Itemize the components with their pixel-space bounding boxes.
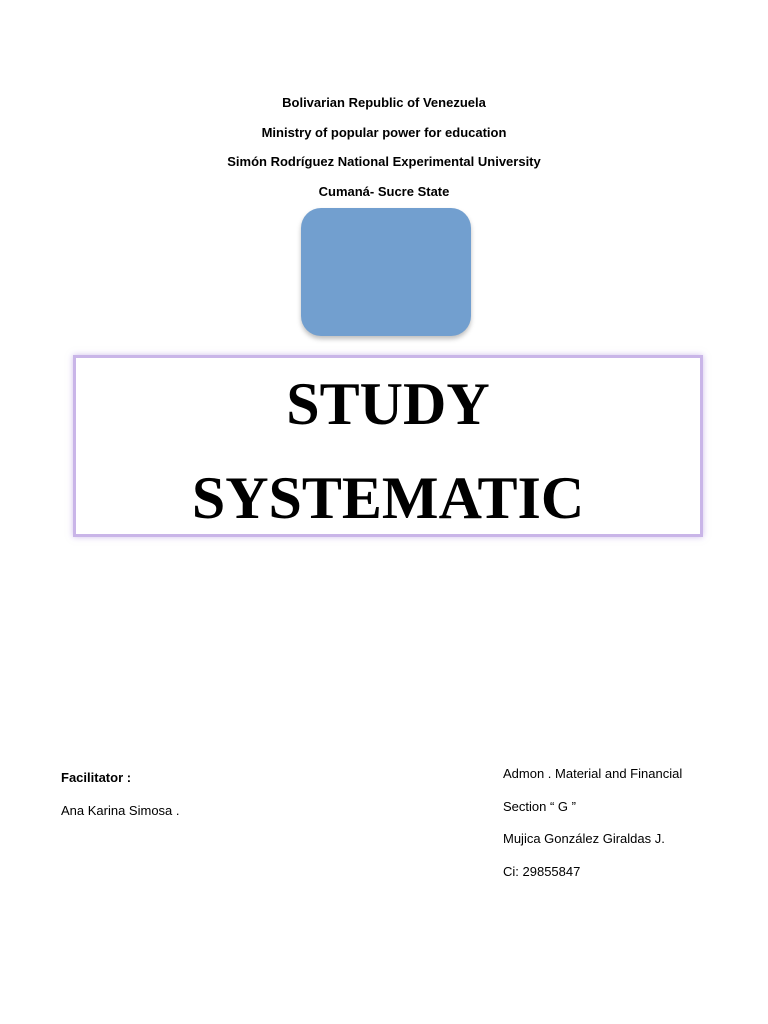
facilitator-name: Ana Karina Simosa . — [61, 802, 180, 818]
program-line: Admon . Material and Financial — [503, 766, 683, 781]
student-block — [503, 762, 763, 892]
university-line: Simón Rodríguez National Experimental University — [227, 154, 541, 169]
title-line-2: SYSTEMATIC — [191, 465, 585, 531]
title-line-1: STUDY — [286, 371, 490, 437]
logo-placeholder — [301, 208, 471, 336]
student-name: Mujica González Giraldas J. — [503, 831, 665, 846]
document-header — [0, 88, 768, 206]
title-box — [73, 355, 703, 537]
facilitator-block — [61, 766, 361, 831]
facilitator-label: Facilitator : — [61, 770, 132, 785]
student-ci: Ci: 29855847 — [503, 863, 581, 879]
location-line: Cumaná- Sucre State — [318, 183, 450, 199]
section-line: Section “ G ” — [503, 798, 576, 814]
ministry-line: Ministry of popular power for education — [261, 124, 507, 140]
country-line: Bolivarian Republic of Venezuela — [282, 95, 486, 110]
